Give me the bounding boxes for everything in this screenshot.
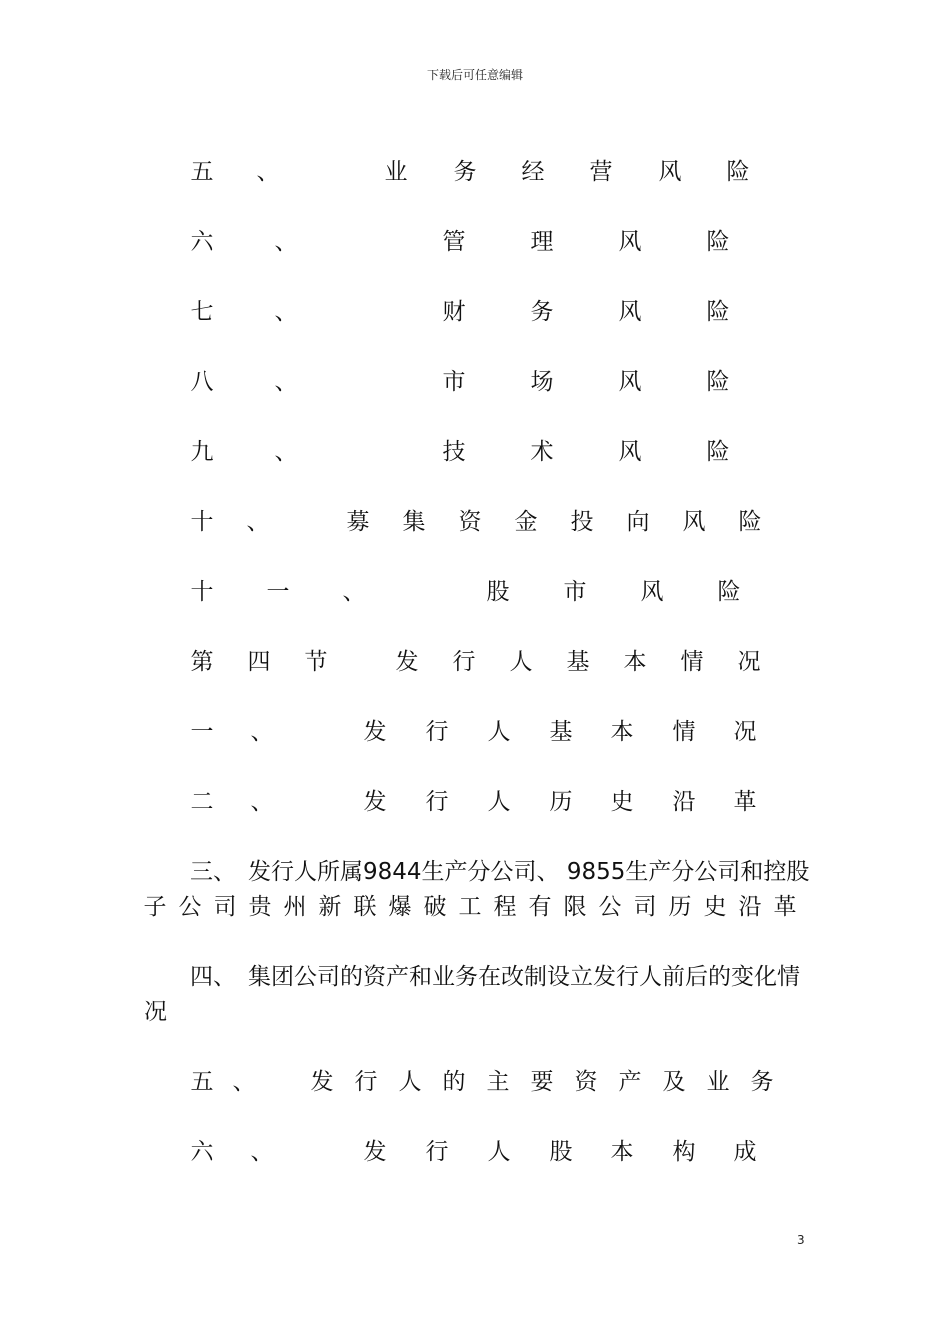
toc-char: 子 <box>143 894 167 920</box>
toc-char: 行 <box>425 789 449 815</box>
toc-char: 、 <box>250 789 274 815</box>
toc-char: 、 <box>274 439 298 465</box>
toc-char: 破 <box>423 894 447 920</box>
toc-char: 险 <box>706 229 730 255</box>
toc-char: 基 <box>566 649 590 675</box>
toc-char: 主 <box>486 1069 510 1095</box>
toc-char: 情 <box>672 719 696 745</box>
toc-section-4-heading <box>0 645 950 679</box>
toc-char: 风 <box>618 299 642 325</box>
toc-text: 发行人所属9844生产分公司、 9855生产分公司和控股 <box>248 859 810 885</box>
toc-char: 五 <box>190 1069 214 1095</box>
toc-char: 股 <box>549 1139 573 1165</box>
toc-entry-share-structure <box>0 1135 950 1169</box>
toc-char: 六 <box>190 1139 214 1165</box>
toc-char: 贵 <box>248 894 272 920</box>
toc-entry-business-risk <box>0 155 950 189</box>
toc-char: 沿 <box>672 789 696 815</box>
toc-char: 、 <box>274 229 298 255</box>
toc-char: 爆 <box>388 894 412 920</box>
toc-char: 、 <box>274 299 298 325</box>
toc-char: 务 <box>750 1069 774 1095</box>
toc-char: 经 <box>521 159 545 185</box>
toc-char: 险 <box>726 159 750 185</box>
toc-char: 史 <box>610 789 634 815</box>
toc-char: 情 <box>680 649 704 675</box>
toc-char: 险 <box>717 579 741 605</box>
toc-char: 风 <box>640 579 664 605</box>
toc-char: 第 <box>190 649 214 675</box>
toc-char: 险 <box>706 439 730 465</box>
toc-char: 务 <box>453 159 477 185</box>
toc-char: 公 <box>598 894 622 920</box>
toc-char: 况 <box>737 649 761 675</box>
page-number: 3 <box>797 1233 805 1247</box>
toc-char: 集 <box>402 509 426 535</box>
toc-char: 要 <box>530 1069 554 1095</box>
toc-char: 募 <box>346 509 370 535</box>
toc-char: 人 <box>487 1139 511 1165</box>
toc-char: 技 <box>442 439 466 465</box>
toc-char: 十 <box>190 509 214 535</box>
toc-entry-management-risk <box>0 225 950 259</box>
toc-char: 风 <box>618 439 642 465</box>
toc-entry-subsidiary-history-line2 <box>0 890 950 924</box>
toc-char: 风 <box>618 369 642 395</box>
toc-prefix: 四、 <box>190 964 236 990</box>
toc-entry-stock-market-risk <box>0 575 950 609</box>
toc-char: 联 <box>353 894 377 920</box>
toc-char: 发 <box>363 1139 387 1165</box>
toc-char: 、 <box>232 1069 256 1095</box>
toc-char: 二 <box>190 789 214 815</box>
toc-char: 业 <box>384 159 408 185</box>
toc-prefix: 三、 <box>190 859 236 885</box>
toc-char: 资 <box>574 1069 598 1095</box>
toc-char: 术 <box>530 439 554 465</box>
toc-char: 、 <box>250 719 274 745</box>
toc-char: 、 <box>342 579 366 605</box>
toc-entry-asset-changes-line1 <box>0 960 950 994</box>
toc-char: 有 <box>528 894 552 920</box>
toc-char: 五 <box>190 159 214 185</box>
toc-char: 一 <box>266 579 290 605</box>
toc-char: 历 <box>549 789 573 815</box>
toc-char: 新 <box>318 894 342 920</box>
toc-entry-asset-changes-line2 <box>0 995 950 1029</box>
toc-entry-subsidiary-history-line1 <box>0 855 950 889</box>
toc-char: 发 <box>395 649 419 675</box>
toc-char: 投 <box>570 509 594 535</box>
toc-char: 发 <box>310 1069 334 1095</box>
toc-char: 人 <box>509 649 533 675</box>
toc-char: 、 <box>256 159 280 185</box>
toc-char: 基 <box>549 719 573 745</box>
toc-char: 沿 <box>738 894 762 920</box>
toc-char: 发 <box>363 789 387 815</box>
toc-char: 管 <box>442 229 466 255</box>
toc-char: 革 <box>733 789 757 815</box>
toc-char: 一 <box>190 719 214 745</box>
toc-char: 工 <box>458 894 482 920</box>
toc-char: 七 <box>190 299 214 325</box>
toc-text: 况 <box>144 999 167 1025</box>
toc-char: 风 <box>618 229 642 255</box>
toc-char: 险 <box>706 369 730 395</box>
toc-char: 人 <box>398 1069 422 1095</box>
toc-char: 革 <box>773 894 797 920</box>
toc-char: 历 <box>668 894 692 920</box>
toc-char: 金 <box>514 509 538 535</box>
toc-char: 行 <box>425 719 449 745</box>
toc-char: 节 <box>304 649 328 675</box>
toc-char: 及 <box>662 1069 686 1095</box>
toc-entry-financial-risk <box>0 295 950 329</box>
toc-char: 八 <box>190 369 214 395</box>
toc-entry-market-risk <box>0 365 950 399</box>
toc-char: 程 <box>493 894 517 920</box>
toc-char: 州 <box>283 894 307 920</box>
toc-char: 场 <box>530 369 554 395</box>
toc-char: 限 <box>563 894 587 920</box>
toc-entry-fund-investment-risk <box>0 505 950 539</box>
toc-char: 况 <box>733 719 757 745</box>
toc-text: 集团公司的资产和业务在改制设立发行人前后的变化情 <box>248 964 800 990</box>
toc-char: 财 <box>442 299 466 325</box>
toc-char: 产 <box>618 1069 642 1095</box>
toc-char: 市 <box>563 579 587 605</box>
toc-char: 人 <box>487 789 511 815</box>
toc-char: 司 <box>213 894 237 920</box>
toc-char: 公 <box>178 894 202 920</box>
toc-char: 成 <box>733 1139 757 1165</box>
toc-char: 本 <box>623 649 647 675</box>
toc-char: 、 <box>274 369 298 395</box>
header-note: 下载后可任意编辑 <box>426 68 523 82</box>
toc-char: 本 <box>610 1139 634 1165</box>
toc-char: 险 <box>706 299 730 325</box>
toc-entry-history <box>0 785 950 819</box>
toc-char: 构 <box>672 1139 696 1165</box>
toc-char: 、 <box>250 1139 274 1165</box>
toc-char: 人 <box>487 719 511 745</box>
toc-char: 发 <box>363 719 387 745</box>
toc-char: 理 <box>530 229 554 255</box>
toc-char: 风 <box>682 509 706 535</box>
toc-char: 资 <box>458 509 482 535</box>
toc-char: 的 <box>442 1069 466 1095</box>
toc-entry-technology-risk <box>0 435 950 469</box>
toc-char: 市 <box>442 369 466 395</box>
toc-char: 股 <box>486 579 510 605</box>
toc-char: 营 <box>589 159 613 185</box>
toc-char: 史 <box>703 894 727 920</box>
toc-char: 行 <box>354 1069 378 1095</box>
toc-char: 行 <box>425 1139 449 1165</box>
toc-char: 向 <box>626 509 650 535</box>
toc-char: 务 <box>530 299 554 325</box>
toc-entry-basic-info <box>0 715 950 749</box>
toc-char: 本 <box>610 719 634 745</box>
toc-char: 、 <box>246 509 270 535</box>
toc-char: 四 <box>247 649 271 675</box>
toc-char: 九 <box>190 439 214 465</box>
toc-char: 六 <box>190 229 214 255</box>
toc-char: 险 <box>738 509 762 535</box>
toc-char: 十 <box>190 579 214 605</box>
toc-char: 行 <box>452 649 476 675</box>
toc-char: 风 <box>658 159 682 185</box>
toc-char: 司 <box>633 894 657 920</box>
toc-char: 业 <box>706 1069 730 1095</box>
toc-entry-main-assets <box>0 1065 950 1099</box>
